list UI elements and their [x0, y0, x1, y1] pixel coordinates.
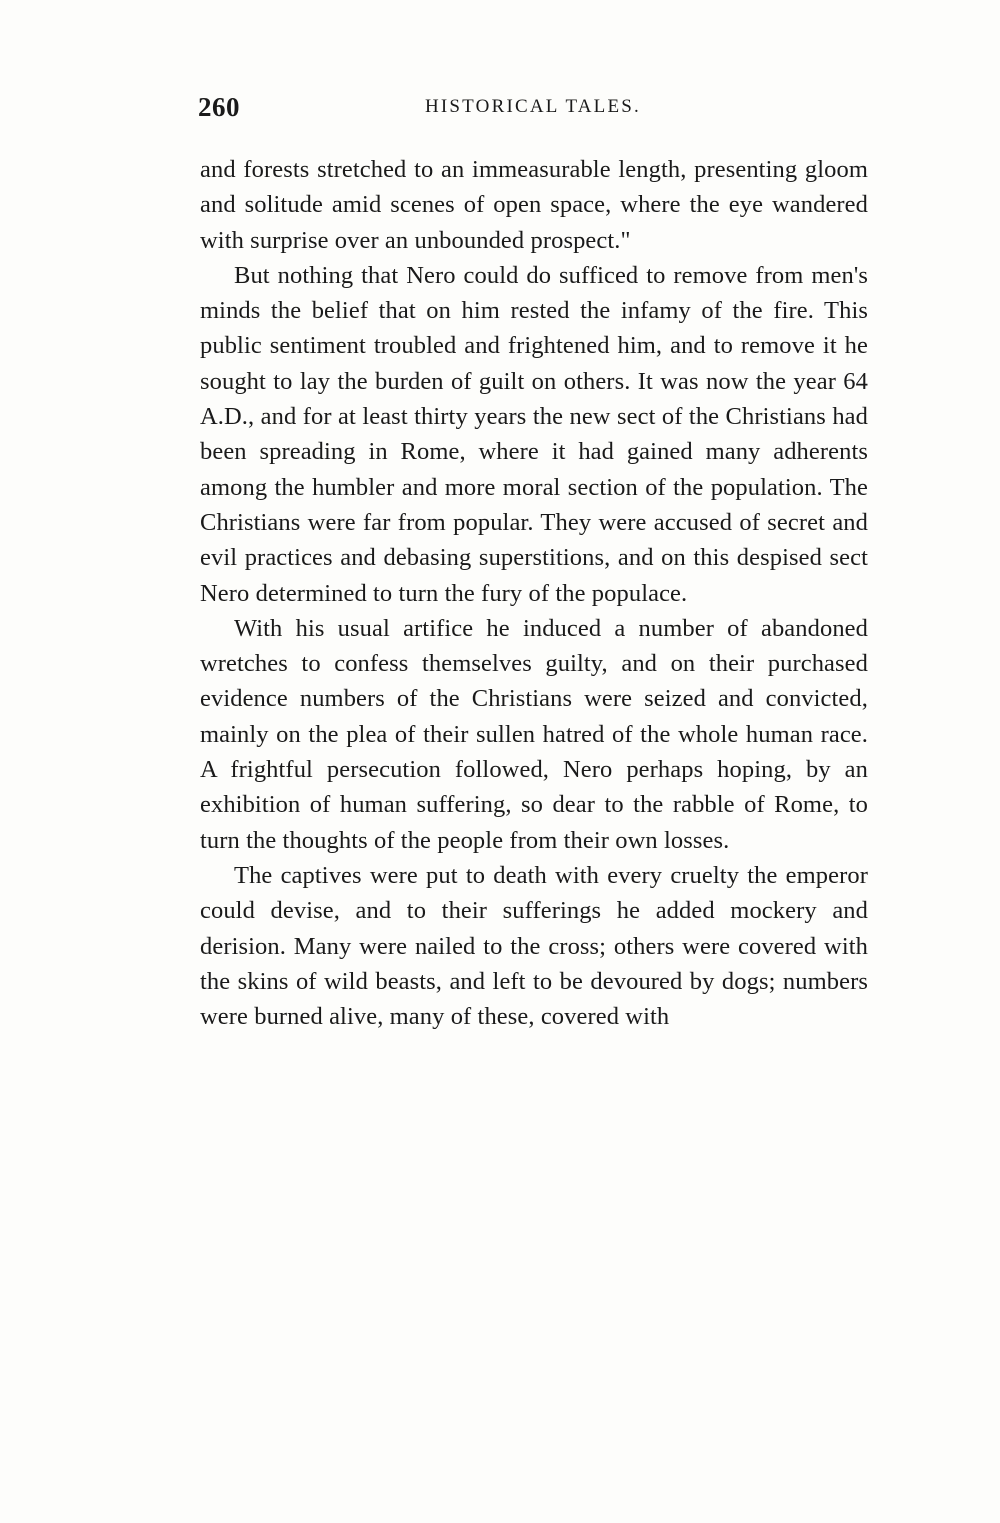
page-number: 260: [198, 92, 240, 122]
page-header: [198, 92, 868, 122]
paragraph-1: and forests stretched to an immeasurable length, presenting gloom and solitude amid scenes of open space, where the eye wandered with surprise over an unbounded prospect.": [200, 156, 868, 254]
paragraph-2: But nothing that Nero could do sufficed to remove from men's minds the belief that on him rested the infamy of the fire. This public sentiment troubled and frightened him, and to remove it he sought to lay the burden of guilt on others. It was now the year 64 A.D., and for at least thirty years the new sect of the Christians had been spreading in Rome, where it had gained many adherents among the humbler and more moral section of the population. The Christians were far from popular. They were accused of secret and evil practices and debasing superstitions, and on this despised sect Nero determined to turn the fury of the populace.: [200, 261, 868, 607]
running-head: HISTORICAL TALES.: [424, 96, 642, 117]
paragraph-3: With his usual artifice he induced a number of abandoned wretches to confess themselves guilty, and on their purchased evidence numbers of the Christians were seized and convicted, mainly on the plea of their sullen hatred of the whole human race. A frightful persecution followed, Nero perhaps hoping, by an exhibition of human suffering, so dear to the rabble of Rome, to turn the thoughts of the people from their own losses.: [200, 614, 868, 854]
paragraph-4: The captives were put to death with every cruelty the emperor could devise, and to their sufferings he added mockery and derision. Many were nailed to the cross; others were covered with the skins of wild beasts, and left to be devoured by dogs; numbers were burned alive, many of these, covered with: [200, 861, 868, 1031]
page-body: [200, 152, 868, 1034]
